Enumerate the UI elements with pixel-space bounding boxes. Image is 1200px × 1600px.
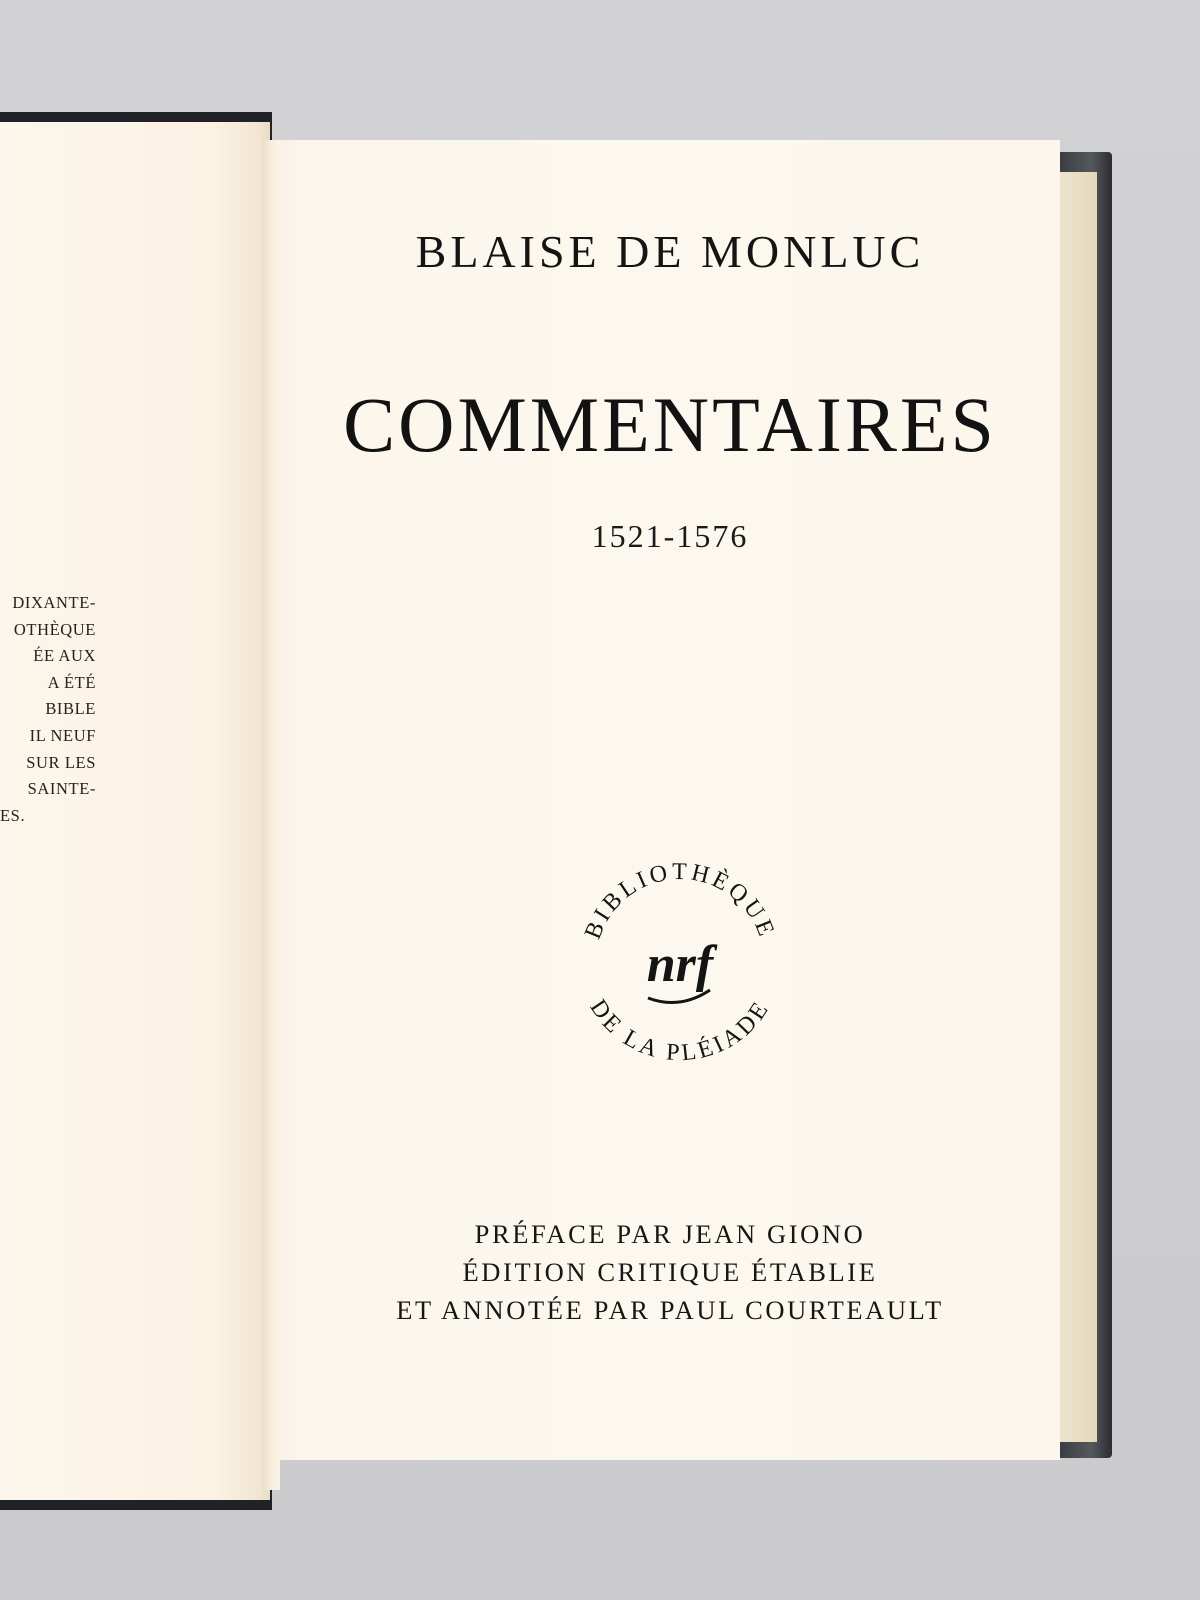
left-page-line: A ÉTÉ (47, 672, 96, 692)
author-name: BLAISE DE MONLUC (415, 226, 925, 277)
book-title: COMMENTAIRES (343, 381, 997, 468)
left-page-line: DIXANTE- (12, 593, 96, 612)
credit-line-preface: PRÉFACE PAR JEAN GIONO (474, 1219, 866, 1249)
pleiade-emblem (560, 848, 800, 1088)
left-page-line: IL NEUF (29, 725, 96, 745)
emblem-ring-top-text: BIBLIOTHÈQUE (579, 858, 780, 943)
left-page-line: BIBLE (45, 699, 96, 719)
credits-block (272, 1215, 1068, 1329)
nrf-logo-text: nrf (646, 936, 714, 993)
left-page-text (0, 590, 96, 829)
left-page-line: ÉE AUX (33, 646, 96, 666)
credit-line-annotation: ET ANNOTÉE PAR PAUL COURTEAULT (396, 1295, 944, 1325)
left-page-line: SUR LES (26, 752, 96, 772)
left-page-line: ES. (0, 805, 26, 825)
emblem-ring-bottom-text: DE LA PLÉIADE (584, 995, 776, 1067)
book-dates: 1521-1576 (591, 518, 749, 554)
credit-line-edition: ÉDITION CRITIQUE ÉTABLIE (462, 1257, 878, 1287)
left-page-line: OTHÈQUE (13, 619, 96, 639)
left-page-line: SAINTE- (27, 779, 96, 799)
